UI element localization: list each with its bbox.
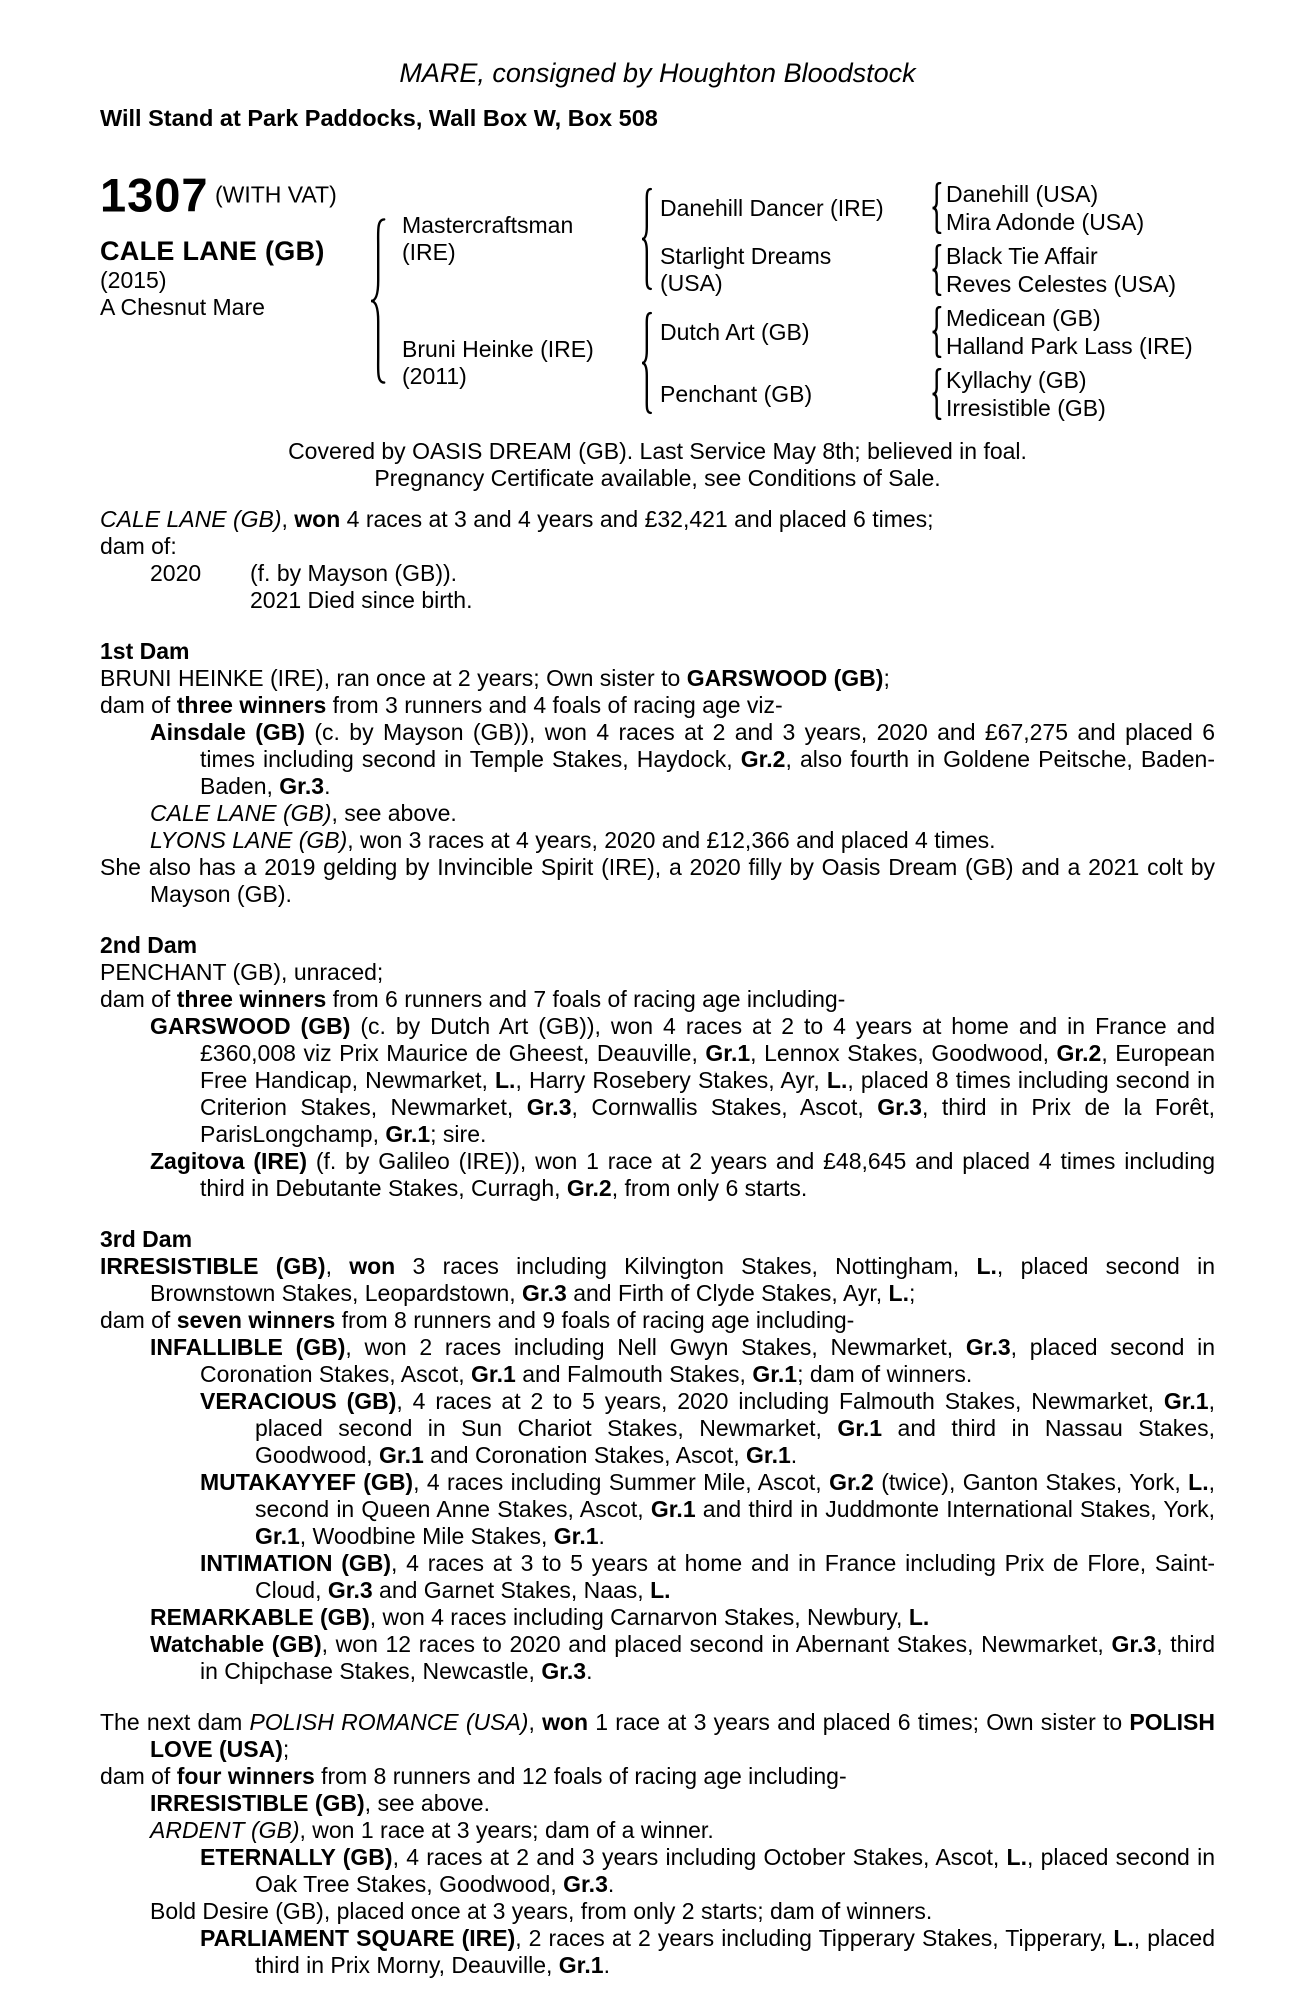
horse-name: CALE LANE (GB): [100, 236, 325, 267]
pedigree-great-grandparents: [943, 242, 1176, 298]
body-paragraph: REMARKABLE (GB), won 4 races including Carnarvon Stakes, Newbury, L.: [150, 1604, 930, 1630]
covered-line-2: Pregnancy Certificate available, see Conditions of Sale.: [374, 465, 941, 491]
pedigree-parent-name: [389, 212, 638, 266]
body-paragraph: IRRESISTIBLE (GB), won 3 races including Kilvington Stakes, Nottingham, L., placed second in Brownstown Stakes, Leopardstown, Gr.3 and Firth of Clyde Stakes, Ayr, L.;: [100, 1253, 1215, 1306]
body-paragraph: GARSWOOD (GB) (c. by Dutch Art (GB)), won 4 races at 2 to 4 years at home and in France and £360,008 viz Prix Maurice de Gheest, Deauville, Gr.1, Lennox Stakes, Goodwood, Gr.2, European Free Handicap, Newmarket, L., Harry Rosebery Stakes, Ayr, L., placed 8 times including second in Criterion Stakes, Newmarket, Gr.3, Cornwallis Stakes, Ascot, Gr.3, third in Prix de la Forêt, ParisLongchamp, Gr.1; sire.: [150, 1013, 1216, 1147]
pedigree-grandparent-row: [654, 180, 1176, 236]
pedigree-grandparent-name: Danehill Dancer (IRE): [660, 194, 884, 221]
pedigree-great-grandparents: [943, 180, 1144, 236]
pedigree-great-grandparent-name: Kyllachy (GB): [946, 367, 1087, 393]
body-paragraph: INTIMATION (GB), 4 races at 3 to 5 years at home and in France including Prix de Flore, Saint-Cloud, Gr.3 and Garnet Stakes, Naas, L.: [200, 1550, 1215, 1603]
body-paragraph: dam of four winners from 8 runners and 12 foals of racing age including-: [100, 1763, 847, 1789]
pedigree-great-grandparent-name: Reves Celestes (USA): [946, 271, 1177, 297]
pedigree-brace: [929, 306, 943, 358]
pedigree-brace: [929, 368, 943, 420]
pedigree-parent-name: [389, 336, 638, 390]
pedigree-brace: [929, 182, 943, 234]
lot-head: [100, 168, 365, 222]
body-paragraph: dam of three winners from 6 runners and 7 foals of racing age including-: [100, 986, 846, 1012]
body-paragraph: dam of three winners from 3 runners and 4 foals of racing age viz-: [100, 692, 783, 718]
dam-name: Bruni Heinke (IRE): [402, 336, 594, 362]
body-paragraph: BRUNI HEINKE (IRE), ran once at 2 years; Own sister to GARSWOOD (GB);: [100, 665, 890, 691]
page-title: MARE, consigned by Houghton Bloodstock: [399, 58, 916, 88]
body-paragraph: ETERNALLY (GB), 4 races at 2 and 3 years including October Stakes, Ascot, L., placed second in Oak Tree Stakes, Goodwood, Gr.3.: [200, 1844, 1216, 1897]
pedigree-dam-row: [389, 304, 1193, 422]
produce-line: 2021 Died since birth.: [250, 587, 473, 613]
lot-info: [100, 168, 365, 422]
body-paragraph: MUTAKAYYEF (GB), 4 races including Summer Mile, Ascot, Gr.2 (twice), Ganton Stakes, York, L., second in Queen Anne Stakes, Ascot, Gr.1 and third in Juddmonte International Stakes, York, Gr.1, Woodbine Mile Stakes, Gr.1.: [200, 1469, 1215, 1549]
vat-label: (WITH VAT): [214, 181, 337, 208]
pedigree-grandparent-name: Starlight Dreams (USA): [660, 243, 832, 296]
pedigree-grandparents: [654, 180, 1176, 298]
pedigree-grandparents: [654, 304, 1193, 422]
body-paragraph: Bold Desire (GB), placed once at 3 years, from only 2 starts; dam of winners.: [150, 1898, 933, 1924]
body-paragraph: PARLIAMENT SQUARE (IRE), 2 races at 2 years including Tipperary Stakes, Tipperary, L., placed third in Prix Morny, Deauville, Gr.1.: [200, 1925, 1215, 1978]
lot-number: 1307: [100, 168, 209, 222]
produce-year: 2020: [150, 560, 202, 586]
birth-year: (2015): [100, 267, 167, 294]
lot-and-pedigree: [100, 168, 1215, 422]
pedigree-grandparent-name: Dutch Art (GB): [660, 318, 810, 345]
produce-line: (f. by Mayson (GB)).: [250, 560, 458, 586]
pedigree-parents: [389, 180, 1193, 422]
pedigree-great-grandparent-name: Medicean (GB): [946, 305, 1101, 331]
dam-year: (2011): [402, 363, 467, 389]
catalog-body: [100, 506, 1215, 1979]
pedigree-great-grandparent-name: Mira Adonde (USA): [946, 209, 1145, 235]
pedigree-brace: [365, 216, 389, 386]
pedigree-brace: [638, 187, 654, 291]
dam-section-heading: 3rd Dam: [100, 1226, 193, 1252]
body-paragraph: INFALLIBLE (GB), won 2 races including Nell Gwyn Stakes, Newmarket, Gr.3, placed second in Coronation Stakes, Ascot, Gr.1 and Falmouth Stakes, Gr.1; dam of winners.: [150, 1334, 1215, 1387]
pedigree-great-grandparent-name: Black Tie Affair: [946, 243, 1098, 269]
body-paragraph: VERACIOUS (GB), 4 races at 2 to 5 years, 2020 including Falmouth Stakes, Newmarket, Gr.1, placed second in Sun Chariot Stakes, Newmarket, Gr.1 and third in Nassau Stakes, Goodwood, Gr.1 and Coronation Stakes, Ascot, Gr.1.: [200, 1388, 1215, 1468]
pedigree-brace: [929, 244, 943, 296]
dam-section: [100, 1226, 1215, 1685]
horse-description: A Chesnut Mare: [100, 294, 265, 321]
sire-suffix: (IRE): [402, 239, 456, 265]
pedigree-great-grandparents: [943, 304, 1193, 360]
covered-line-1: Covered by OASIS DREAM (GB). Last Service May 8th; believed in foal.: [288, 438, 1027, 464]
covering-statement: [100, 438, 1215, 492]
dam-section: [100, 638, 1215, 908]
produce-description: [250, 560, 1215, 614]
body-paragraph: CALE LANE (GB), won 4 races at 3 and 4 years and £32,421 and placed 6 times;: [100, 506, 934, 532]
body-paragraph: She also has a 2019 gelding by Invincible Spirit (IRE), a 2020 filly by Oasis Dream (GB) and a 2021 colt by Mayson (GB).: [100, 854, 1215, 907]
pedigree-grandparent-name: Penchant (GB): [660, 380, 813, 407]
stand-line: Will Stand at Park Paddocks, Wall Box W, Box 508: [100, 105, 658, 131]
body-paragraph: dam of:: [100, 533, 177, 559]
dam-section: [100, 1709, 1215, 1979]
pedigree-sire-row: [389, 180, 1193, 298]
body-paragraph: Watchable (GB), won 12 races to 2020 and placed second in Abernant Stakes, Newmarket, Gr.3, third in Chipchase Stakes, Newcastle, Gr.3.: [150, 1631, 1215, 1684]
produce-record: [100, 560, 1215, 614]
pedigree-great-grandparent-name: Danehill (USA): [946, 181, 1099, 207]
body-paragraph: ARDENT (GB), won 1 race at 3 years; dam of a winner.: [150, 1817, 714, 1843]
body-paragraph: LYONS LANE (GB), won 3 races at 4 years, 2020 and £12,366 and placed 4 times.: [150, 827, 996, 853]
body-paragraph: CALE LANE (GB), see above.: [150, 800, 457, 826]
body-paragraph: The next dam POLISH ROMANCE (USA), won 1 race at 3 years and placed 6 times; Own sister to POLISH LOVE (USA);: [100, 1709, 1215, 1762]
sire-name: Mastercraftsman: [402, 212, 574, 238]
body-paragraph: IRRESISTIBLE (GB), see above.: [150, 1790, 490, 1816]
dam-section: [100, 506, 1215, 614]
pedigree: [365, 180, 1215, 422]
dam-section-heading: 2nd Dam: [100, 932, 198, 958]
body-paragraph: dam of seven winners from 8 runners and 9 foals of racing age including-: [100, 1307, 855, 1333]
body-paragraph: PENCHANT (GB), unraced;: [100, 959, 384, 985]
pedigree-great-grandparents: [943, 366, 1106, 422]
pedigree-grandparent-row: [654, 366, 1193, 422]
pedigree-grandparent-row: [654, 304, 1193, 360]
dam-section-heading: 1st Dam: [100, 638, 190, 664]
body-paragraph: Ainsdale (GB) (c. by Mayson (GB)), won 4 races at 2 and 3 years, 2020 and £67,275 and placed 6 times including second in Temple Stakes, Haydock, Gr.2, also fourth in Goldene Peitsche, Baden-Baden, Gr.3.: [150, 719, 1215, 799]
pedigree-brace: [638, 311, 654, 415]
body-paragraph: Zagitova (IRE) (f. by Galileo (IRE)), won 1 race at 2 years and £48,645 and placed 4 times including third in Debutante Stakes, Curragh, Gr.2, from only 6 starts.: [150, 1148, 1215, 1201]
dam-section: [100, 932, 1215, 1202]
pedigree-great-grandparent-name: Irresistible (GB): [946, 395, 1106, 421]
pedigree-great-grandparent-name: Halland Park Lass (IRE): [946, 333, 1193, 359]
pedigree-grandparent-row: [654, 242, 1176, 298]
